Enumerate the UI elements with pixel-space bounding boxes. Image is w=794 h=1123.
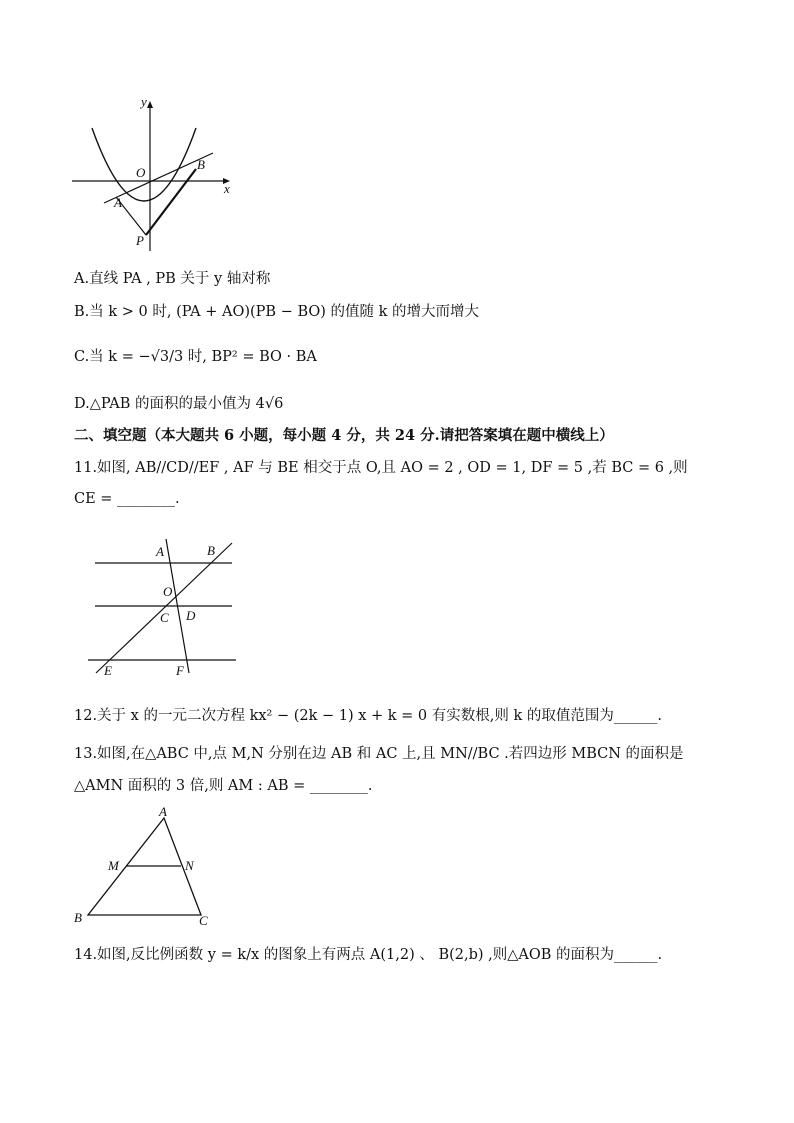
point-o-label: O: [163, 584, 173, 599]
section-heading: 二、填空题（本大题共 6 小题，每小题 4 分，共 24 分.请把答案填在题中横线上）: [74, 427, 614, 444]
vertex-b-label: B: [74, 910, 82, 925]
option-d: D.△PAB 的面积的最小值为 4√6: [74, 396, 284, 412]
point-o-label: O: [136, 165, 146, 180]
question-11-line2: CE = ________.: [74, 491, 180, 507]
question-13-line2: △AMN 面积的 3 倍,则 AM : AB = ________.: [74, 778, 373, 794]
question-11-line1: 11.如图, AB//CD//EF , AF 与 BE 相交于点 O,且 AO = 2 , OD = 1, DF = 5 ,若 BC = 6 ,则: [74, 460, 688, 476]
question-12: 12.关于 x 的一元二次方程 kx² − (2k − 1) x + k = 0 有实数根,则 k 的取值范围为______.: [74, 708, 662, 724]
vertex-a-label: A: [159, 804, 167, 819]
y-axis-label: y: [141, 94, 147, 109]
vertex-c-label: C: [199, 913, 208, 928]
point-d-label: D: [186, 608, 196, 623]
option-a: A.直线 PA , PB 关于 y 轴对称: [74, 271, 271, 287]
question-13-line1: 13.如图,在△ABC 中,点 M,N 分别在边 AB 和 AC 上,且 MN//BC .若四边形 MBCN 的面积是: [74, 746, 684, 762]
point-c-label: C: [160, 610, 169, 625]
point-a-label: A: [156, 544, 164, 559]
option-b: B.当 k > 0 时, (PA + AO)(PB − BO) 的值随 k 的增大而增大: [74, 304, 480, 320]
point-f-label: F: [176, 663, 184, 678]
x-axis-label: x: [224, 181, 230, 196]
point-p-label: P: [136, 233, 144, 248]
point-b-label: B: [207, 543, 215, 558]
point-a-label: A: [114, 195, 122, 210]
point-m-label: M: [108, 858, 119, 873]
point-b-label: B: [197, 157, 205, 172]
point-n-label: N: [185, 858, 194, 873]
parallel-lines-figure: [80, 535, 250, 685]
parabola-figure: [70, 96, 240, 256]
question-14: 14.如图,反比例函数 y = k/x 的图象上有两点 A(1,2) 、 B(2,b) ,则△AOB 的面积为______.: [74, 947, 663, 963]
point-e-label: E: [104, 663, 112, 678]
option-c: C.当 k = −√3/3 时, BP² = BO · BA: [74, 349, 317, 365]
triangle-figure: [70, 804, 220, 930]
